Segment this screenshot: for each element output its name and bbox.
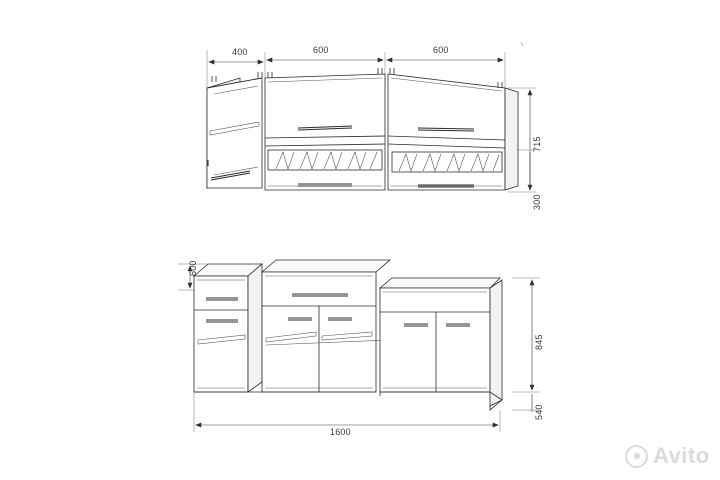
wall-cabinet-right xyxy=(388,74,518,190)
dimension-label-upper-400: 400 xyxy=(232,47,248,57)
base-cabinet-middle xyxy=(262,260,390,392)
dimension-label-lower-1600: 1600 xyxy=(330,427,351,437)
stray-mark xyxy=(521,42,523,46)
wall-cabinet-left xyxy=(207,78,262,188)
watermark-text: Avito xyxy=(653,443,710,468)
wall-cabinet-middle xyxy=(265,74,385,190)
dimension-label-upper-600-left: 600 xyxy=(313,45,329,55)
lower-width-dimension xyxy=(194,392,500,432)
dimension-label-upper-300: 300 xyxy=(532,194,542,210)
dimension-label-upper-600-right: 600 xyxy=(433,45,449,55)
avito-ring-icon xyxy=(625,445,648,468)
base-cabinet-right xyxy=(380,278,502,410)
base-cabinet-left xyxy=(194,264,262,392)
upper-top-dimension-lines xyxy=(209,58,503,64)
base-plinth xyxy=(194,392,502,406)
dimension-label-upper-715: 715 xyxy=(532,136,542,152)
dimension-label-lower-540: 540 xyxy=(534,404,544,420)
watermark xyxy=(625,443,710,469)
dimension-label-lower-845: 845 xyxy=(534,334,544,350)
dimension-label-lower-600: 600 xyxy=(188,260,198,276)
